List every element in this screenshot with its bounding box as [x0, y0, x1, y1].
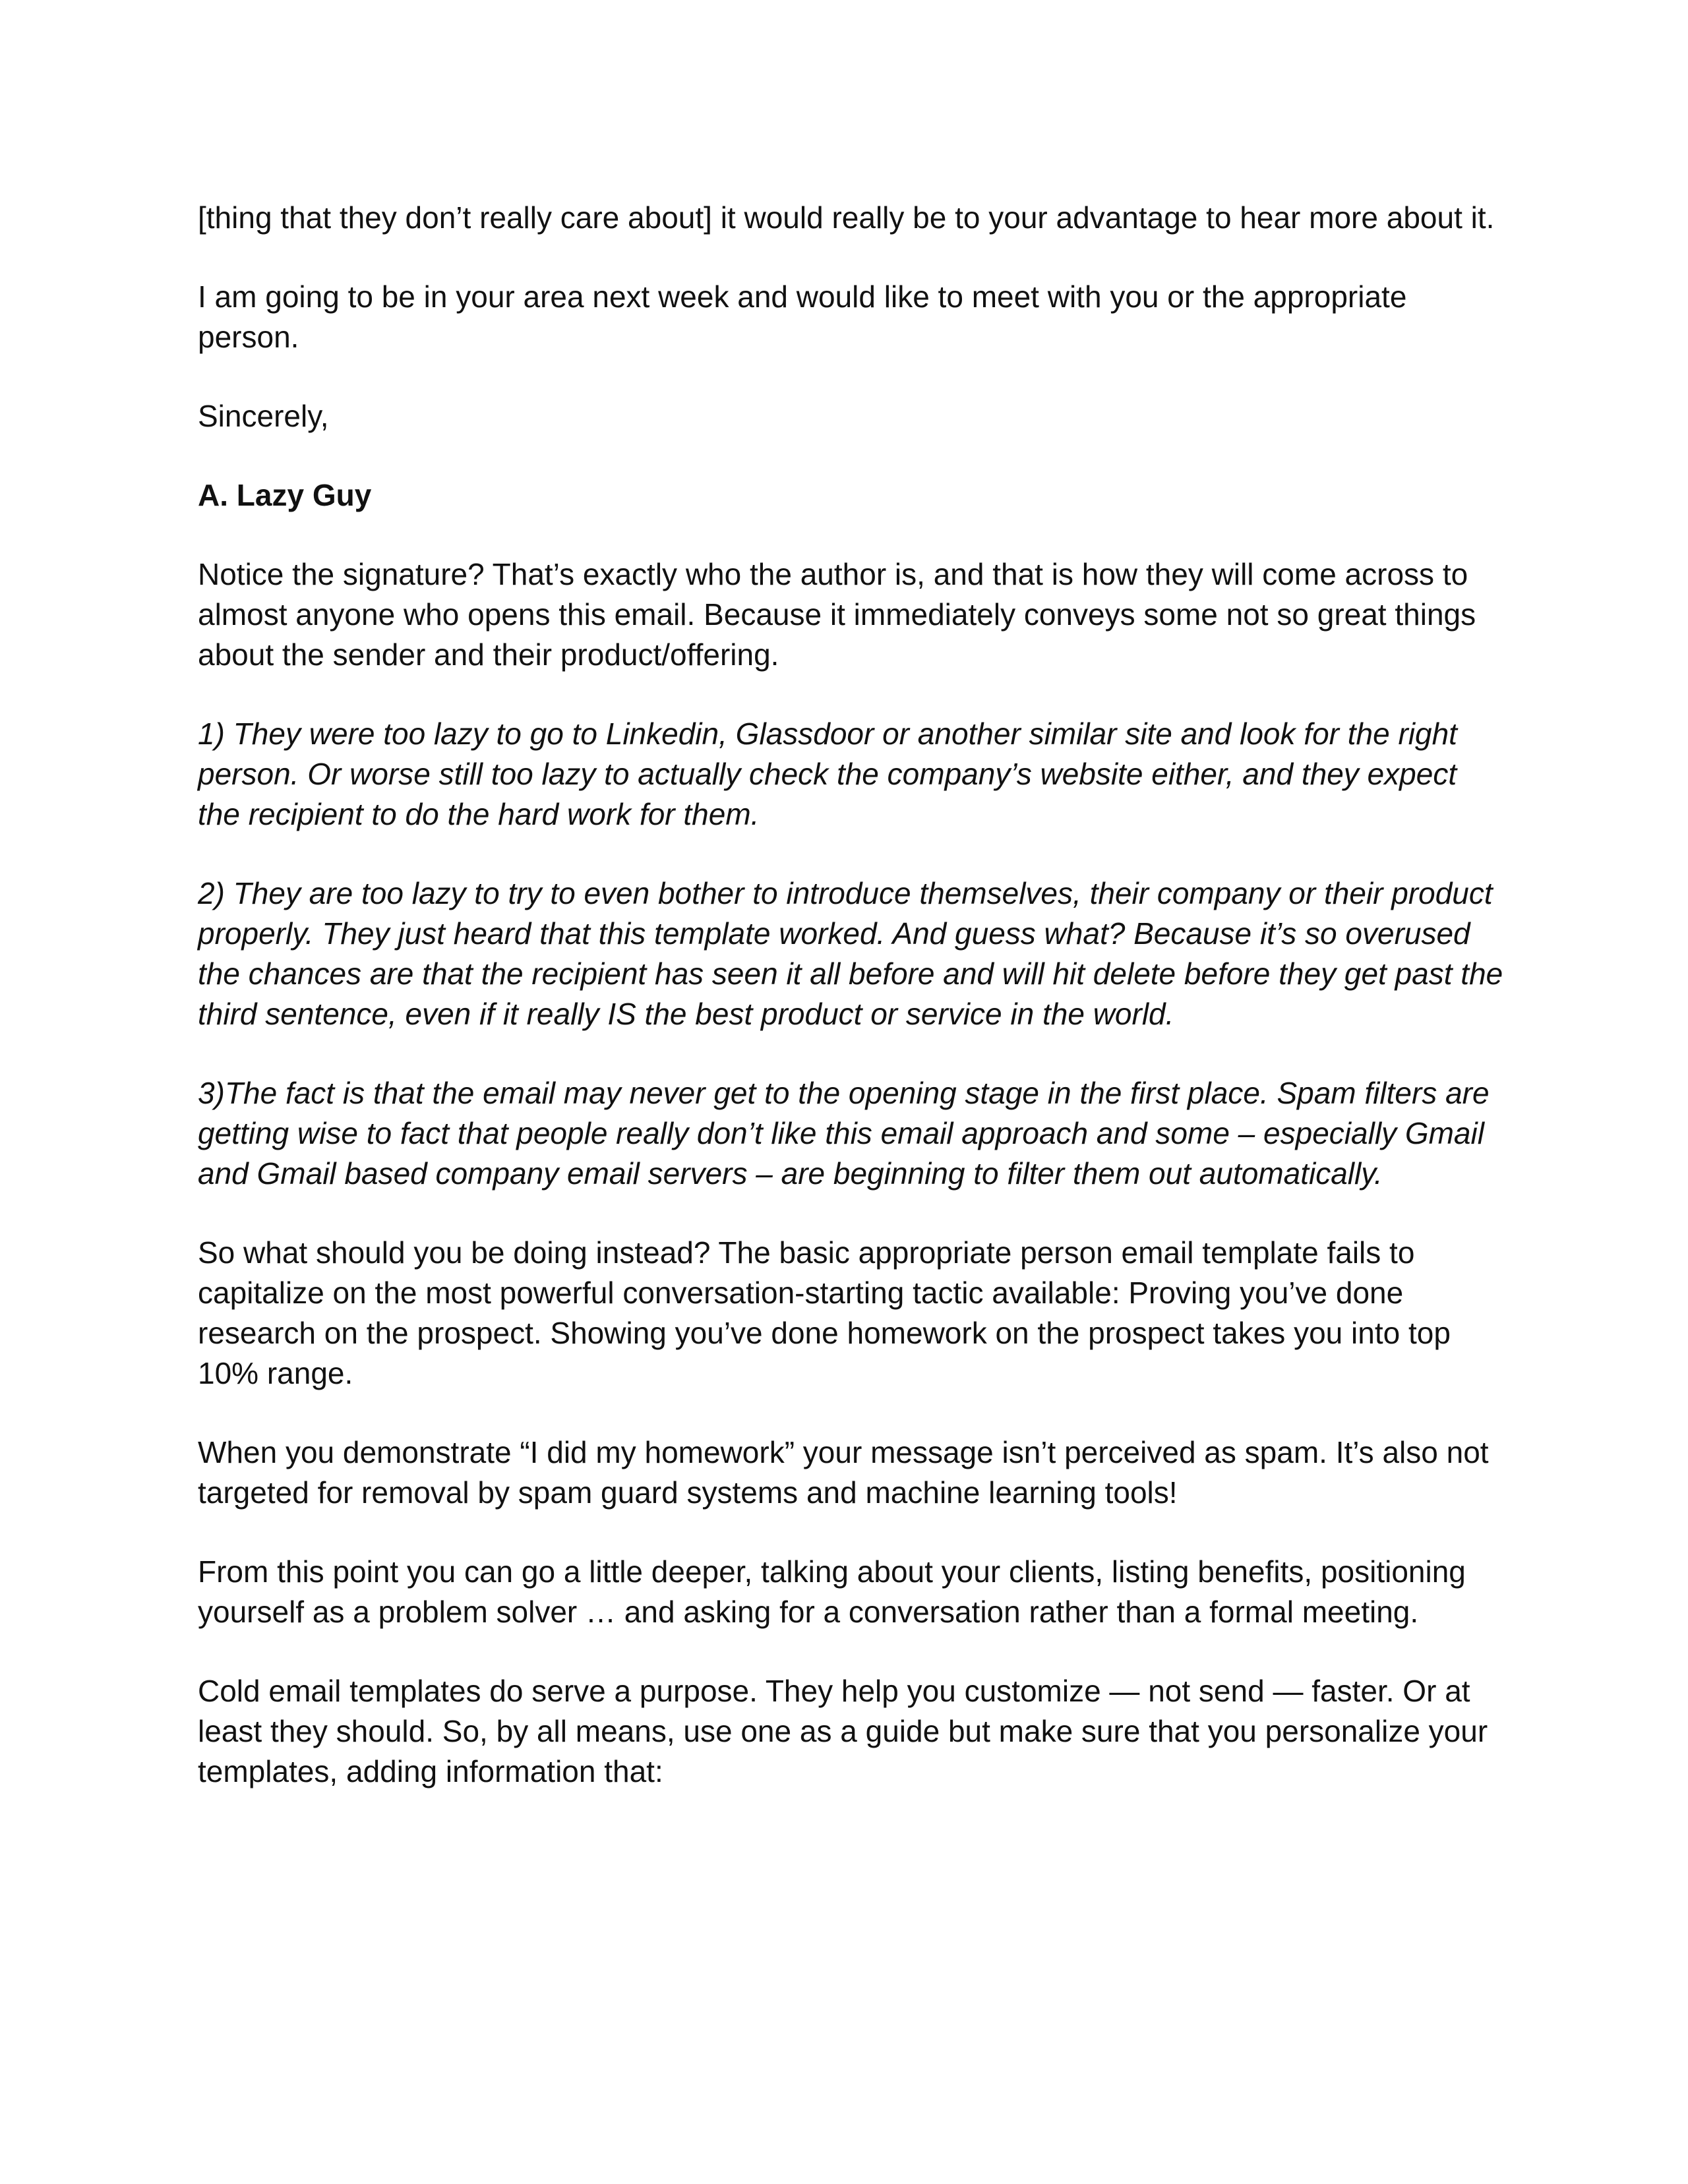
signature-name: A. Lazy Guy: [198, 478, 372, 512]
paragraph-homework: When you demonstrate “I did my homework” your message isn’t perceived as spam. It’s also not targeted for removal by spam guard systems and machine learning tools!: [198, 1435, 1489, 1510]
paragraph-point-1: 1) They were too lazy to go to Linkedin, Glassdoor or another similar site and look for the right person. Or worse still too lazy to actually check the company’s website either, and they expect the recipient to do the hard work for them.: [198, 717, 1457, 831]
paragraph-go-deeper: From this point you can go a little deeper, talking about your clients, listing benefits, positioning yourself as a problem solver … and asking for a conversation rather than a formal meeting.: [198, 1554, 1466, 1629]
paragraph-what-instead: So what should you be doing instead? The basic appropriate person email template fails to capitalize on the most powerful conversation-starting tactic available: Proving you’ve done research on the prospect. Showing you’ve done homework on the prospect takes you into top 10% range.: [198, 1235, 1451, 1390]
paragraph-intro-continuation: [thing that they don’t really care about] it would really be to your advantage to hear more about it.: [198, 200, 1495, 235]
paragraph-closing: Sincerely,: [198, 399, 329, 433]
paragraph-signature-notice: Notice the signature? That’s exactly who the author is, and that is how they will come across to almost anyone who opens this email. Because it immediately conveys some not so great things about the sender and their product/offering.: [198, 557, 1476, 672]
paragraph-templates-purpose: Cold email templates do serve a purpose. They help you customize — not send — faster. Or at least they should. So, by all means, use one as a guide but make sure that you personalize your templates, adding information that:: [198, 1674, 1488, 1788]
paragraph-point-2: 2) They are too lazy to try to even bother to introduce themselves, their company or their product properly. They just heard that this template worked. And guess what? Because it’s so overused the chances are that the recipient has seen it all before and will hit delete before they get past the third sentence, even if it really IS the best product or service in the world.: [198, 876, 1503, 1031]
paragraph-point-3: 3)The fact is that the email may never get to the opening stage in the first place. Spam filters are getting wise to fact that people really don’t like this email approach and some – especially Gmail and Gmail based company email servers – are beginning to filter them out automatically.: [198, 1076, 1490, 1191]
document-body: [198, 198, 1503, 1831]
paragraph-meeting-request: I am going to be in your area next week and would like to meet with you or the appropriate person.: [198, 280, 1407, 354]
